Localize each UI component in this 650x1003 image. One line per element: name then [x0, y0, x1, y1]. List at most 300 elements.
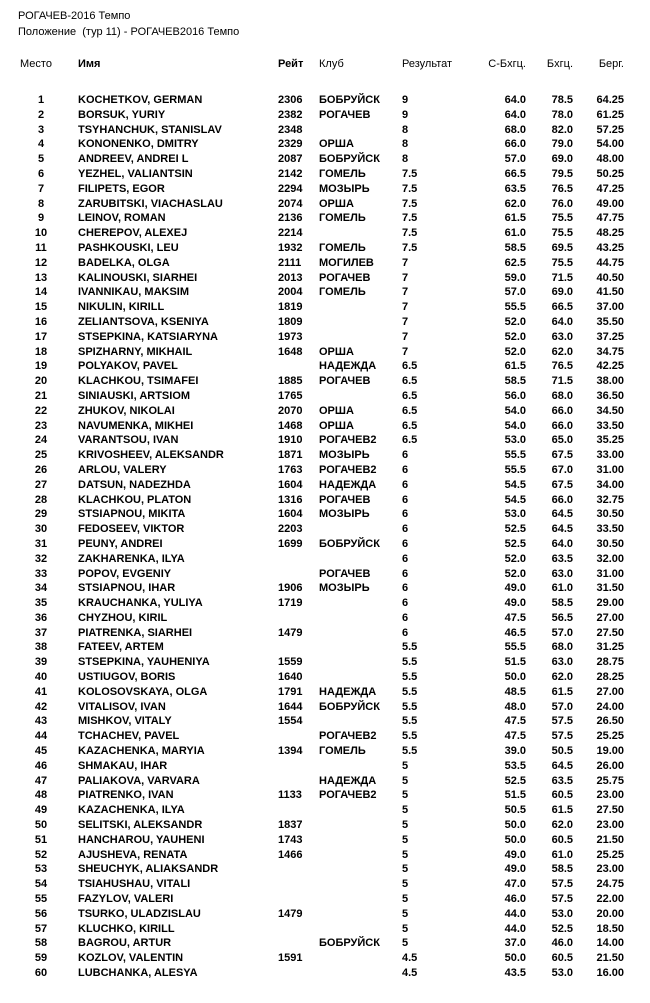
- cell-place: 59: [34, 952, 48, 965]
- cell-club: [319, 389, 402, 404]
- cell-buchholz: 62.0: [551, 671, 573, 684]
- cell-buchholz: 64.5: [551, 523, 573, 536]
- cell-buchholz: 68.0: [551, 641, 573, 654]
- cell-result: 5.5: [402, 656, 418, 669]
- cell-sonneborn-buchholz: 52.0: [504, 345, 526, 358]
- cell-club: БОБРУЙСК: [319, 94, 380, 106]
- cell-place: 34: [34, 582, 48, 595]
- cell-name: STSEPKINA, KATSIARYNA: [78, 330, 218, 343]
- cell-rating: 1910: [278, 434, 303, 447]
- cell-place: 40: [34, 671, 48, 684]
- cell-berger: 16.00: [596, 967, 624, 980]
- cell-sonneborn-buchholz: 47.0: [504, 878, 526, 891]
- cell-berger: 27.50: [596, 626, 624, 639]
- cell-name: FAZYLOV, VALERI: [78, 893, 174, 906]
- table-row: [20, 729, 624, 744]
- cell-club: РОГАЧЕВ: [319, 493, 371, 506]
- table-row: [20, 404, 624, 419]
- table-row: [20, 448, 624, 463]
- cell-buchholz: 65.0: [551, 434, 573, 447]
- cell-rating: 1479: [278, 907, 303, 920]
- cell-result: 5.5: [402, 685, 418, 698]
- cell-berger: 33.50: [596, 523, 624, 536]
- cell-name: VARANTSOU, IVAN: [78, 434, 179, 447]
- cell-rating: [278, 936, 319, 951]
- cell-result: 8: [402, 138, 409, 151]
- cell-berger: 27.50: [596, 804, 624, 817]
- cell-berger: 47.75: [596, 212, 624, 225]
- cell-club: [319, 330, 402, 345]
- header-row: [20, 58, 624, 93]
- table-row: [20, 537, 624, 552]
- cell-berger: 32.00: [596, 552, 624, 565]
- cell-sonneborn-buchholz: 62.0: [504, 197, 526, 210]
- table-row: [20, 93, 624, 108]
- cell-name: YEZHEL, VALIANTSIN: [78, 167, 193, 180]
- cell-buchholz: 61.5: [551, 804, 573, 817]
- cell-rating: 2070: [278, 404, 303, 417]
- cell-buchholz: 63.5: [551, 774, 573, 787]
- table-row: [20, 803, 624, 818]
- cell-rating: 1604: [278, 478, 303, 491]
- cell-place: 54: [34, 878, 48, 891]
- cell-rating: 1885: [278, 375, 303, 388]
- cell-berger: 34.00: [596, 478, 624, 491]
- cell-sonneborn-buchholz: 50.5: [504, 804, 526, 817]
- cell-rating: 1316: [278, 493, 303, 506]
- cell-place: 13: [34, 271, 48, 284]
- cell-berger: 24.00: [596, 700, 624, 713]
- cell-rating: 2074: [278, 197, 303, 210]
- cell-club: МОЗЫРЬ: [319, 449, 370, 462]
- cell-berger: 42.25: [596, 360, 624, 373]
- cell-result: 7.5: [402, 227, 418, 240]
- cell-rating: 1819: [278, 301, 303, 314]
- cell-rating: 1604: [278, 508, 303, 521]
- cell-rating: [278, 877, 319, 892]
- cell-place: 49: [34, 804, 48, 817]
- cell-result: 6: [402, 611, 409, 624]
- cell-result: 6: [402, 552, 409, 565]
- cell-rating: 1719: [278, 597, 303, 610]
- cell-result: 5.5: [402, 745, 418, 758]
- table-row: [20, 788, 624, 803]
- cell-sonneborn-buchholz: 44.0: [504, 922, 526, 935]
- cell-name: SPIZHARNY, MIKHAIL: [78, 345, 193, 358]
- cell-sonneborn-buchholz: 52.0: [504, 315, 526, 328]
- cell-rating: 1394: [278, 745, 303, 758]
- cell-berger: 25.75: [596, 774, 624, 787]
- cell-berger: 18.50: [596, 922, 624, 935]
- cell-sonneborn-buchholz: 44.0: [504, 907, 526, 920]
- cell-rating: 1906: [278, 582, 303, 595]
- table-row: [20, 507, 624, 522]
- cell-berger: 30.50: [596, 508, 624, 521]
- cell-sonneborn-buchholz: 53.0: [504, 508, 526, 521]
- cell-berger: 30.50: [596, 537, 624, 550]
- cell-name: FATEEV, ARTEM: [78, 641, 164, 654]
- table-row: [20, 167, 624, 182]
- cell-berger: 31.00: [596, 567, 624, 580]
- cell-result: 7: [402, 315, 409, 328]
- table-row: [20, 211, 624, 226]
- cell-name: ANDREEV, ANDREI L: [78, 153, 189, 166]
- cell-berger: 49.00: [596, 197, 624, 210]
- cell-result: 5.5: [402, 700, 418, 713]
- cell-name: CHEREPOV, ALEXEJ: [78, 227, 188, 240]
- cell-club: ГОМЕЛЬ: [319, 167, 366, 180]
- table-row: [20, 640, 624, 655]
- cell-sonneborn-buchholz: 52.5: [504, 523, 526, 536]
- cell-name: KOCHETKOV, GERMAN: [78, 94, 203, 106]
- cell-club: [319, 892, 402, 907]
- cell-name: SHEUCHYK, ALIAKSANDR: [78, 863, 219, 876]
- table-row: [20, 197, 624, 212]
- cell-place: 58: [34, 937, 48, 950]
- cell-place: 42: [34, 700, 48, 713]
- cell-result: 7: [402, 256, 409, 269]
- cell-place: 16: [34, 315, 48, 328]
- cell-place: 55: [34, 893, 48, 906]
- cell-result: 6: [402, 523, 409, 536]
- cell-result: 8: [402, 123, 409, 136]
- cell-buchholz: 75.5: [551, 227, 573, 240]
- cell-rating: 1648: [278, 345, 303, 358]
- cell-buchholz: 61.0: [551, 848, 573, 861]
- cell-sonneborn-buchholz: 52.0: [504, 330, 526, 343]
- table-row: [20, 907, 624, 922]
- cell-club: МОЗЫРЬ: [319, 582, 370, 595]
- cell-buchholz: 63.5: [551, 552, 573, 565]
- cell-rating: [278, 552, 319, 567]
- cell-berger: 32.75: [596, 493, 624, 506]
- cell-rating: [278, 803, 319, 818]
- cell-buchholz: 50.5: [551, 745, 573, 758]
- cell-rating: 1479: [278, 626, 303, 639]
- cell-buchholz: 63.0: [551, 567, 573, 580]
- cell-sonneborn-buchholz: 58.5: [504, 375, 526, 388]
- cell-rating: 1644: [278, 700, 303, 713]
- cell-result: 8: [402, 153, 409, 166]
- cell-name: MISHKOV, VITALY: [78, 715, 172, 728]
- cell-rating: 2111: [278, 256, 302, 269]
- cell-rating: [278, 922, 319, 937]
- cell-place: 18: [34, 345, 48, 358]
- cell-rating: [278, 862, 319, 877]
- table-row: [20, 922, 624, 937]
- cell-berger: 54.00: [596, 138, 624, 151]
- cell-club: [319, 123, 402, 138]
- cell-buchholz: 67.5: [551, 449, 573, 462]
- cell-place: 48: [34, 789, 48, 802]
- table-row: [20, 389, 624, 404]
- cell-berger: 25.25: [596, 730, 624, 743]
- cell-buchholz: 76.5: [551, 360, 573, 373]
- cell-sonneborn-buchholz: 64.0: [504, 108, 526, 121]
- cell-sonneborn-buchholz: 37.0: [504, 937, 526, 950]
- cell-rating: 2348: [278, 123, 303, 136]
- cell-place: 60: [34, 967, 48, 980]
- cell-buchholz: 46.0: [551, 937, 573, 950]
- table-row: [20, 833, 624, 848]
- cell-rating: 1932: [278, 241, 303, 254]
- cell-buchholz: 75.5: [551, 256, 573, 269]
- cell-place: 6: [37, 167, 45, 180]
- cell-result: 7.5: [402, 167, 418, 180]
- cell-sonneborn-buchholz: 66.5: [504, 167, 526, 180]
- cell-buchholz: 64.5: [551, 759, 573, 772]
- cell-result: 6.5: [402, 404, 418, 417]
- cell-name: LUBCHANKA, ALESYA: [78, 967, 198, 980]
- cell-sonneborn-buchholz: 47.5: [504, 730, 526, 743]
- cell-berger: 29.00: [596, 597, 624, 610]
- cell-result: 5: [402, 937, 409, 950]
- cell-buchholz: 57.5: [551, 730, 573, 743]
- cell-buchholz: 62.0: [551, 345, 573, 358]
- cell-name: PIATRENKA, SIARHEI: [78, 626, 193, 639]
- cell-rating: [278, 759, 319, 774]
- cell-rating: 2294: [278, 182, 303, 195]
- table-row: [20, 271, 624, 286]
- cell-sonneborn-buchholz: 61.5: [504, 212, 526, 225]
- cell-result: 5.5: [402, 715, 418, 728]
- cell-result: 7: [402, 330, 409, 343]
- cell-place: 53: [34, 863, 48, 876]
- cell-sonneborn-buchholz: 47.5: [504, 611, 526, 624]
- cell-name: KAZACHENKA, MARYIA: [78, 745, 205, 758]
- cell-result: 9: [402, 108, 409, 121]
- cell-result: 9: [402, 94, 409, 106]
- table-row: [20, 419, 624, 434]
- cell-berger: 47.25: [596, 182, 624, 195]
- cell-result: 5: [402, 848, 409, 861]
- cell-rating: 1765: [278, 389, 303, 402]
- cell-rating: 1743: [278, 833, 303, 846]
- table-row: [20, 685, 624, 700]
- table-row: [20, 374, 624, 389]
- cell-name: KLACHKOU, TSIMAFEI: [78, 375, 199, 388]
- cell-result: 6.5: [402, 419, 418, 432]
- cell-club: [319, 848, 402, 863]
- cell-buchholz: 58.5: [551, 597, 573, 610]
- cell-name: AJUSHEVA, RENATA: [78, 848, 188, 861]
- cell-result: 7.5: [402, 212, 418, 225]
- cell-buchholz: 66.0: [551, 404, 573, 417]
- cell-result: 5: [402, 878, 409, 891]
- cell-sonneborn-buchholz: 52.0: [504, 567, 526, 580]
- cell-result: 7: [402, 345, 409, 358]
- cell-name: USTIUGOV, BORIS: [78, 671, 176, 684]
- cell-place: 51: [34, 833, 48, 846]
- cell-name: STSIAPNOU, IHAR: [78, 582, 176, 595]
- cell-club: [319, 803, 402, 818]
- cell-buchholz: 66.0: [551, 493, 573, 506]
- cell-place: 27: [34, 478, 48, 491]
- cell-buchholz: 64.0: [551, 537, 573, 550]
- cell-name: POLYAKOV, PAVEL: [78, 360, 178, 373]
- cell-result: 6.5: [402, 389, 418, 402]
- cell-rating: 1837: [278, 819, 303, 832]
- cell-result: 6.5: [402, 434, 418, 447]
- cell-berger: 48.25: [596, 227, 624, 240]
- cell-club: БОБРУЙСК: [319, 537, 380, 550]
- cell-berger: 19.00: [596, 745, 624, 758]
- cell-club: РОГАЧЕВ2: [319, 789, 377, 802]
- cell-rating: 1554: [278, 715, 303, 728]
- cell-berger: 27.00: [596, 611, 624, 624]
- cell-rating: 2214: [278, 227, 303, 240]
- cell-rating: 1763: [278, 463, 303, 476]
- cell-berger: 14.00: [596, 937, 624, 950]
- col-header-buchholz: Бхгц.: [546, 58, 573, 70]
- cell-name: ZAKHARENKA, ILYA: [78, 552, 185, 565]
- cell-result: 5: [402, 789, 409, 802]
- cell-place: 47: [34, 774, 48, 787]
- cell-buchholz: 60.5: [551, 833, 573, 846]
- cell-club: [319, 626, 402, 641]
- cell-name: TSIAHUSHAU, VITALI: [78, 878, 191, 891]
- cell-buchholz: 56.5: [551, 611, 573, 624]
- cell-club: РОГАЧЕВ: [319, 567, 371, 580]
- cell-club: [319, 907, 402, 922]
- cell-berger: 35.50: [596, 315, 624, 328]
- table-row: [20, 759, 624, 774]
- cell-rating: 1559: [278, 656, 303, 669]
- cell-berger: 37.00: [596, 301, 624, 314]
- cell-rating: [278, 892, 319, 907]
- cell-sonneborn-buchholz: 57.0: [504, 286, 526, 299]
- cell-name: POPOV, EVGENIY: [78, 567, 172, 580]
- cell-buchholz: 57.0: [551, 700, 573, 713]
- cell-club: ГОМЕЛЬ: [319, 212, 366, 225]
- cell-name: SELITSKI, ALEKSANDR: [78, 819, 203, 832]
- cell-berger: 41.50: [596, 286, 624, 299]
- cell-buchholz: 63.0: [551, 656, 573, 669]
- cell-place: 10: [34, 227, 48, 240]
- cell-name: HANCHAROU, YAUHENI: [78, 833, 205, 846]
- cell-place: 26: [34, 463, 48, 476]
- cell-rating: 2004: [278, 286, 303, 299]
- cell-berger: 38.00: [596, 375, 624, 388]
- table-row: [20, 744, 624, 759]
- cell-place: 31: [34, 537, 48, 550]
- cell-sonneborn-buchholz: 68.0: [504, 123, 526, 136]
- table-row: [20, 700, 624, 715]
- standings-table: [20, 58, 624, 981]
- cell-club: РОГАЧЕВ: [319, 271, 371, 284]
- cell-place: 43: [34, 715, 48, 728]
- cell-buchholz: 53.0: [551, 967, 573, 980]
- cell-place: 15: [34, 301, 48, 314]
- cell-result: 6: [402, 449, 409, 462]
- cell-berger: 50.25: [596, 167, 624, 180]
- cell-berger: 26.50: [596, 715, 624, 728]
- cell-rating: [278, 611, 319, 626]
- cell-berger: 28.75: [596, 656, 624, 669]
- cell-club: РОГАЧЕВ: [319, 375, 371, 388]
- table-row: [20, 493, 624, 508]
- cell-buchholz: 68.0: [551, 389, 573, 402]
- cell-buchholz: 57.5: [551, 715, 573, 728]
- cell-club: РОГАЧЕВ2: [319, 730, 377, 743]
- cell-buchholz: 78.5: [551, 94, 573, 106]
- cell-result: 6.5: [402, 360, 418, 373]
- cell-club: МОГИЛЕВ: [319, 256, 374, 269]
- cell-rating: 1640: [278, 671, 303, 684]
- table-row: [20, 241, 624, 256]
- cell-buchholz: 61.5: [551, 685, 573, 698]
- cell-berger: 25.25: [596, 848, 624, 861]
- cell-result: 4.5: [402, 967, 418, 980]
- table-row: [20, 596, 624, 611]
- cell-place: 33: [34, 567, 48, 580]
- cell-place: 28: [34, 493, 48, 506]
- cell-name: KONONENKO, DMITRY: [78, 138, 199, 151]
- cell-club: [319, 818, 402, 833]
- cell-name: NAVUMENKA, MIKHEI: [78, 419, 194, 432]
- cell-place: 25: [34, 449, 48, 462]
- cell-result: 6: [402, 508, 409, 521]
- cell-place: 36: [34, 611, 48, 624]
- cell-name: SINIAUSKI, ARTSIOM: [78, 389, 191, 402]
- cell-buchholz: 61.0: [551, 582, 573, 595]
- cell-sonneborn-buchholz: 50.0: [504, 952, 526, 965]
- cell-club: [319, 226, 402, 241]
- cell-name: KRAUCHANKA, YULIYA: [78, 597, 203, 610]
- cell-rating: 2329: [278, 138, 303, 151]
- cell-club: [319, 833, 402, 848]
- cell-sonneborn-buchholz: 47.5: [504, 715, 526, 728]
- cell-berger: 37.25: [596, 330, 624, 343]
- cell-club: [319, 640, 402, 655]
- cell-buchholz: 62.0: [551, 819, 573, 832]
- cell-sonneborn-buchholz: 52.0: [504, 552, 526, 565]
- cell-place: 8: [37, 197, 45, 210]
- col-header-place: Место: [20, 58, 52, 70]
- cell-rating: 1871: [278, 449, 303, 462]
- cell-buchholz: 67.5: [551, 478, 573, 491]
- table-row: [20, 108, 624, 123]
- cell-berger: 43.25: [596, 241, 624, 254]
- cell-sonneborn-buchholz: 66.0: [504, 138, 526, 151]
- cell-sonneborn-buchholz: 51.5: [504, 656, 526, 669]
- cell-club: МОЗЫРЬ: [319, 508, 370, 521]
- cell-buchholz: 82.0: [551, 123, 573, 136]
- cell-berger: 27.00: [596, 685, 624, 698]
- cell-result: 5: [402, 863, 409, 876]
- cell-name: FILIPETS, EGOR: [78, 182, 165, 195]
- table-row: [20, 892, 624, 907]
- cell-rating: 1973: [278, 330, 303, 343]
- cell-berger: 20.00: [596, 907, 624, 920]
- cell-name: KOZLOV, VALENTIN: [78, 952, 184, 965]
- cell-berger: 36.50: [596, 389, 624, 402]
- cell-name: BAGROU, ARTUR: [78, 937, 172, 950]
- cell-sonneborn-buchholz: 58.5: [504, 241, 526, 254]
- cell-place: 32: [34, 552, 48, 565]
- cell-club: НАДЕЖДА: [319, 685, 377, 698]
- cell-sonneborn-buchholz: 63.5: [504, 182, 526, 195]
- cell-result: 7: [402, 286, 409, 299]
- col-header-club: Клуб: [319, 58, 344, 70]
- cell-name: STSIAPNOU, MIKITA: [78, 508, 186, 521]
- cell-buchholz: 58.5: [551, 863, 573, 876]
- cell-rating: [278, 640, 319, 655]
- table-row: [20, 300, 624, 315]
- cell-place: 4: [37, 138, 45, 151]
- cell-club: ОРША: [319, 404, 354, 417]
- table-row: [20, 433, 624, 448]
